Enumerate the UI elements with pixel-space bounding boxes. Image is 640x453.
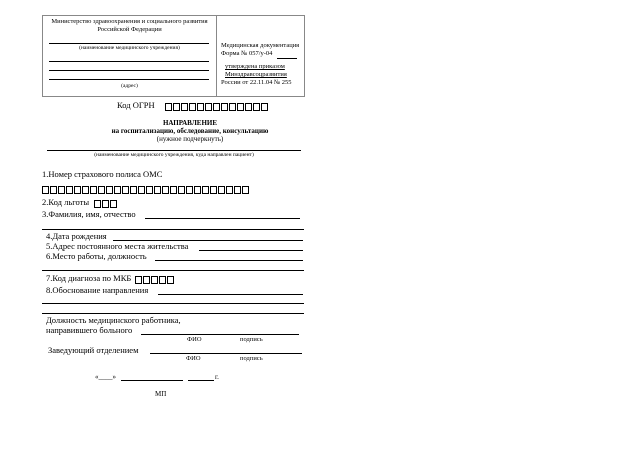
sign-caption: подпись	[240, 336, 263, 343]
digit-box[interactable]	[189, 103, 196, 111]
digit-box[interactable]	[98, 186, 105, 194]
digit-box[interactable]	[82, 186, 89, 194]
digit-box[interactable]	[106, 186, 113, 194]
name-line[interactable]	[145, 218, 300, 219]
work-line[interactable]	[155, 260, 303, 261]
digit-box[interactable]	[122, 186, 129, 194]
digit-box[interactable]	[58, 186, 65, 194]
reason-line-3[interactable]	[42, 313, 304, 314]
ogrn-boxes[interactable]	[165, 101, 269, 111]
approved-line2: Минздравсоцразвития	[225, 71, 287, 78]
work-line-2[interactable]	[42, 270, 304, 271]
policy-label: 1.Номер страхового полиса ОМС	[42, 169, 163, 179]
ogrn-row	[117, 100, 269, 111]
reason-label: 8.Обоснование направления	[46, 285, 149, 295]
ministry-line2: Российской Федерации	[97, 26, 162, 33]
digit-box[interactable]	[110, 200, 117, 208]
address-line-1	[49, 61, 209, 62]
address-caption: (адрес)	[121, 83, 138, 89]
policy-boxes[interactable]	[42, 180, 250, 198]
digit-box[interactable]	[170, 186, 177, 194]
approved-line1: утверждена приказом	[225, 63, 285, 70]
date-year-suffix: г.	[215, 373, 219, 381]
digit-box[interactable]	[66, 186, 73, 194]
institution-caption: (наименование медицинского учреждения)	[79, 45, 180, 51]
digit-box[interactable]	[178, 186, 185, 194]
digit-box[interactable]	[167, 276, 174, 284]
form-line	[277, 58, 297, 59]
date-open: «____»	[95, 373, 116, 381]
header-divider	[216, 16, 217, 96]
form-label: Форма № 057/у-04	[221, 50, 273, 57]
doctor-sign-line[interactable]	[141, 334, 299, 335]
policy-boxes-row	[42, 180, 250, 198]
digit-box[interactable]	[202, 186, 209, 194]
benefit-label: 2.Код льготы	[42, 197, 90, 207]
digit-box[interactable]	[146, 186, 153, 194]
header-box	[42, 15, 305, 97]
digit-box[interactable]	[237, 103, 244, 111]
digit-box[interactable]	[245, 103, 252, 111]
icd-boxes[interactable]	[135, 274, 175, 284]
doctor-line2: направившего больного	[46, 325, 133, 335]
name-label: 3.Фамилия, имя, отчество	[42, 209, 136, 219]
address-label: 5.Адрес постоянного места жительства	[46, 241, 189, 251]
icd-row	[46, 273, 175, 284]
name-line-2[interactable]	[42, 229, 304, 230]
digit-box[interactable]	[165, 103, 172, 111]
digit-box[interactable]	[218, 186, 225, 194]
title-note: (нужное подчеркнуть)	[156, 135, 224, 143]
digit-box[interactable]	[186, 186, 193, 194]
work-label: 6.Место работы, должность	[46, 251, 147, 261]
reason-line[interactable]	[158, 294, 303, 295]
head-sign-line[interactable]	[150, 353, 302, 354]
digit-box[interactable]	[162, 186, 169, 194]
digit-box[interactable]	[154, 186, 161, 194]
birth-label: 4.Дата рождения	[46, 231, 107, 241]
digit-box[interactable]	[197, 103, 204, 111]
benefit-boxes[interactable]	[94, 198, 118, 208]
icd-label: 7.Код диагноза по МКБ	[46, 273, 132, 283]
digit-box[interactable]	[90, 186, 97, 194]
address-line[interactable]	[199, 250, 303, 251]
reason-line-2[interactable]	[42, 303, 304, 304]
sign-caption-2: подпись	[240, 355, 263, 362]
digit-box[interactable]	[194, 186, 201, 194]
digit-box[interactable]	[261, 103, 268, 111]
title-main: НАПРАВЛЕНИЕ	[162, 119, 218, 127]
digit-box[interactable]	[229, 103, 236, 111]
digit-box[interactable]	[135, 276, 142, 284]
date-month-line[interactable]	[121, 380, 183, 381]
doctor-line1: Должность медицинского работника,	[46, 315, 181, 325]
stamp-label: МП	[155, 390, 167, 398]
institution-line	[49, 43, 209, 44]
digit-box[interactable]	[234, 186, 241, 194]
approved-line3: России от 22.11.04 № 255	[221, 79, 292, 86]
digit-box[interactable]	[226, 186, 233, 194]
digit-box[interactable]	[173, 103, 180, 111]
fio-caption-2: ФИО	[186, 355, 201, 362]
doc-label: Медицинская документация	[221, 42, 300, 49]
digit-box[interactable]	[159, 276, 166, 284]
digit-box[interactable]	[253, 103, 260, 111]
digit-box[interactable]	[94, 200, 101, 208]
title-sub: на госпитализацию, обследование, консультацию	[111, 127, 269, 135]
digit-box[interactable]	[181, 103, 188, 111]
digit-box[interactable]	[151, 276, 158, 284]
recipient-line[interactable]	[47, 150, 301, 151]
ministry-line1: Министерство здравоохранения и социального развития	[51, 18, 208, 25]
digit-box[interactable]	[143, 276, 150, 284]
address-line-2	[49, 70, 209, 71]
digit-box[interactable]	[221, 103, 228, 111]
digit-box[interactable]	[114, 186, 121, 194]
digit-box[interactable]	[42, 186, 49, 194]
benefit-row	[42, 197, 118, 208]
digit-box[interactable]	[242, 186, 249, 194]
digit-box[interactable]	[213, 103, 220, 111]
digit-box[interactable]	[210, 186, 217, 194]
digit-box[interactable]	[138, 186, 145, 194]
digit-box[interactable]	[74, 186, 81, 194]
digit-box[interactable]	[130, 186, 137, 194]
digit-box[interactable]	[102, 200, 109, 208]
address-line-3	[49, 79, 209, 80]
digit-box[interactable]	[50, 186, 57, 194]
recipient-caption: (наименование медицинского учреждения, куда направлен пациент)	[94, 152, 254, 158]
fio-caption: ФИО	[187, 336, 202, 343]
date-year-line[interactable]	[188, 380, 214, 381]
head-label: Заведующий отделением	[48, 345, 139, 355]
ogrn-label: Код ОГРН	[117, 100, 155, 110]
digit-box[interactable]	[205, 103, 212, 111]
